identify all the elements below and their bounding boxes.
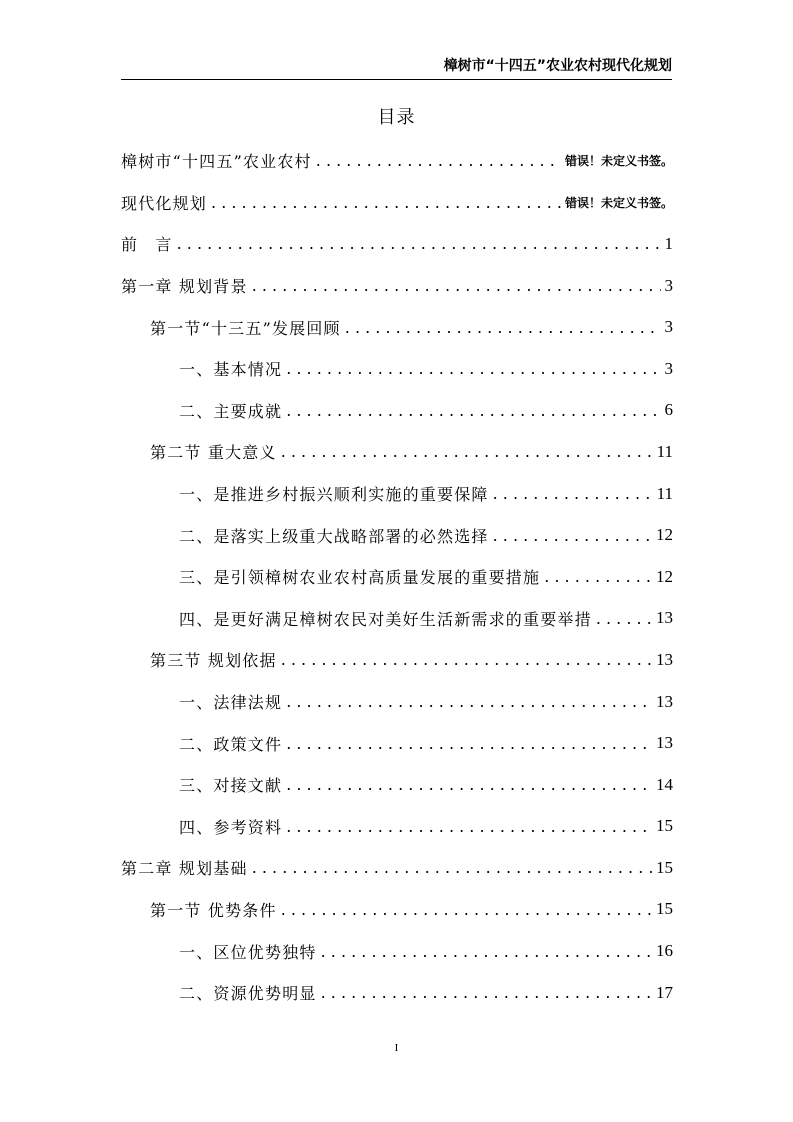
toc-entry[interactable] (121, 390, 673, 432)
toc-leader-dots (286, 775, 652, 794)
toc-entry-label: 一、是推进乡村振兴顺利实施的重要保障 (179, 485, 489, 505)
toc-entry-label: 四、是更好满足樟树农民对美好生活新需求的重要举措 (179, 609, 592, 629)
toc-leader-dots (281, 650, 652, 669)
toc-entry-page: 14 (656, 774, 673, 794)
toc-leader-dots (286, 401, 660, 420)
toc-entry-page: 错误！未定义书签。 (564, 154, 673, 169)
toc-entry-page: 15 (656, 899, 673, 919)
toc-entry[interactable] (121, 889, 673, 931)
toc-entry-label: 二、资源优势明显 (179, 984, 317, 1004)
toc-entry-page: 13 (656, 649, 673, 669)
toc-entry-label: 二、主要成就 (179, 401, 283, 421)
toc-entry[interactable] (121, 348, 673, 390)
toc-entry[interactable] (121, 140, 673, 182)
toc-leader-dots (321, 983, 652, 1002)
running-header-title: 樟树市“十四五”农业农村现代化规划 (443, 58, 672, 74)
toc-entry-label: 一、区位优势独特 (179, 942, 317, 962)
toc-entry[interactable] (121, 223, 673, 265)
toc-entry-page: 3 (664, 275, 673, 295)
toc-leader-dots (252, 858, 652, 877)
toc-entry[interactable] (121, 598, 673, 640)
toc-entry-label: 一、基本情况 (179, 360, 283, 380)
toc-entry-page: 13 (656, 608, 673, 628)
toc-entry[interactable] (121, 847, 673, 889)
toc-entry-label: 现代化规划 (121, 193, 208, 213)
toc-entry-page: 17 (656, 982, 673, 1002)
toc-entry[interactable] (121, 473, 673, 515)
toc-entry-page: 11 (656, 441, 673, 461)
toc-entry-label: 第二节 重大意义 (150, 443, 277, 463)
toc-entry[interactable] (121, 681, 673, 723)
toc-entry[interactable] (121, 722, 673, 764)
toc-entry-label: 第一节 优势条件 (150, 900, 277, 920)
toc-leader-dots (321, 942, 652, 961)
toc-entry-label: 第三节 规划依据 (150, 651, 277, 671)
toc-leader-dots (252, 276, 661, 295)
toc-entry-label: 二、是落实上级重大战略部署的必然选择 (179, 526, 489, 546)
toc-entry-page: 1 (664, 233, 673, 253)
toc-entry-label: 第一章 规划背景 (121, 277, 248, 297)
toc-entry[interactable] (121, 972, 673, 1014)
toc-entry[interactable] (121, 806, 673, 848)
toc-entry[interactable] (121, 514, 673, 556)
toc-entry-page: 15 (656, 857, 673, 877)
toc-entry-page: 错误！未定义书签。 (564, 195, 673, 210)
toc-entry[interactable] (121, 764, 673, 806)
toc-entry[interactable] (121, 265, 673, 307)
toc-leader-dots (316, 151, 561, 170)
toc-entry-page: 3 (664, 317, 673, 337)
toc-entry-page: 11 (656, 483, 673, 503)
toc-leader-dots (286, 692, 652, 711)
toc-entry-page: 16 (656, 941, 673, 961)
toc-entry-page: 12 (656, 566, 673, 586)
toc-leader-dots (281, 900, 652, 919)
toc-entry-page: 13 (656, 733, 673, 753)
toc-entry-page: 6 (664, 400, 673, 420)
header-rule (121, 79, 672, 80)
table-of-contents (121, 140, 673, 1013)
toc-entry-label: 第一节“十三五”发展回顾 (150, 318, 341, 338)
toc-entry-label: 三、对接文献 (179, 776, 283, 796)
toc-entry-label: 樟树市“十四五”农业农村 (121, 152, 312, 172)
toc-entry[interactable] (121, 182, 673, 224)
toc-entry[interactable] (121, 639, 673, 681)
toc-leader-dots (281, 442, 653, 461)
page-number: I (394, 1042, 399, 1054)
toc-entry[interactable] (121, 431, 673, 473)
toc-entry-page: 12 (656, 525, 673, 545)
toc-entry[interactable] (121, 930, 673, 972)
toc-entry[interactable] (121, 556, 673, 598)
toc-title: 目录 (377, 107, 416, 128)
toc-leader-dots (286, 359, 660, 378)
toc-leader-dots (345, 318, 661, 337)
toc-entry-page: 3 (664, 358, 673, 378)
toc-leader-dots (286, 734, 652, 753)
toc-leader-dots (493, 526, 652, 545)
toc-leader-dots (493, 484, 653, 503)
toc-leader-dots (211, 193, 561, 212)
toc-leader-dots (177, 234, 661, 253)
toc-entry-label: 三、是引领樟树农业农村高质量发展的重要措施 (179, 568, 541, 588)
toc-entry-label: 前 言 (121, 235, 173, 255)
toc-entry-label: 一、法律法规 (179, 693, 283, 713)
toc-entry-label: 二、政策文件 (179, 734, 283, 754)
toc-entry[interactable] (121, 306, 673, 348)
toc-entry-label: 第二章 规划基础 (121, 859, 248, 879)
toc-leader-dots (544, 567, 652, 586)
toc-entry-label: 四、参考资料 (179, 817, 283, 837)
toc-leader-dots (596, 609, 652, 628)
toc-entry-page: 15 (656, 816, 673, 836)
toc-entry-page: 13 (656, 691, 673, 711)
toc-leader-dots (286, 817, 652, 836)
